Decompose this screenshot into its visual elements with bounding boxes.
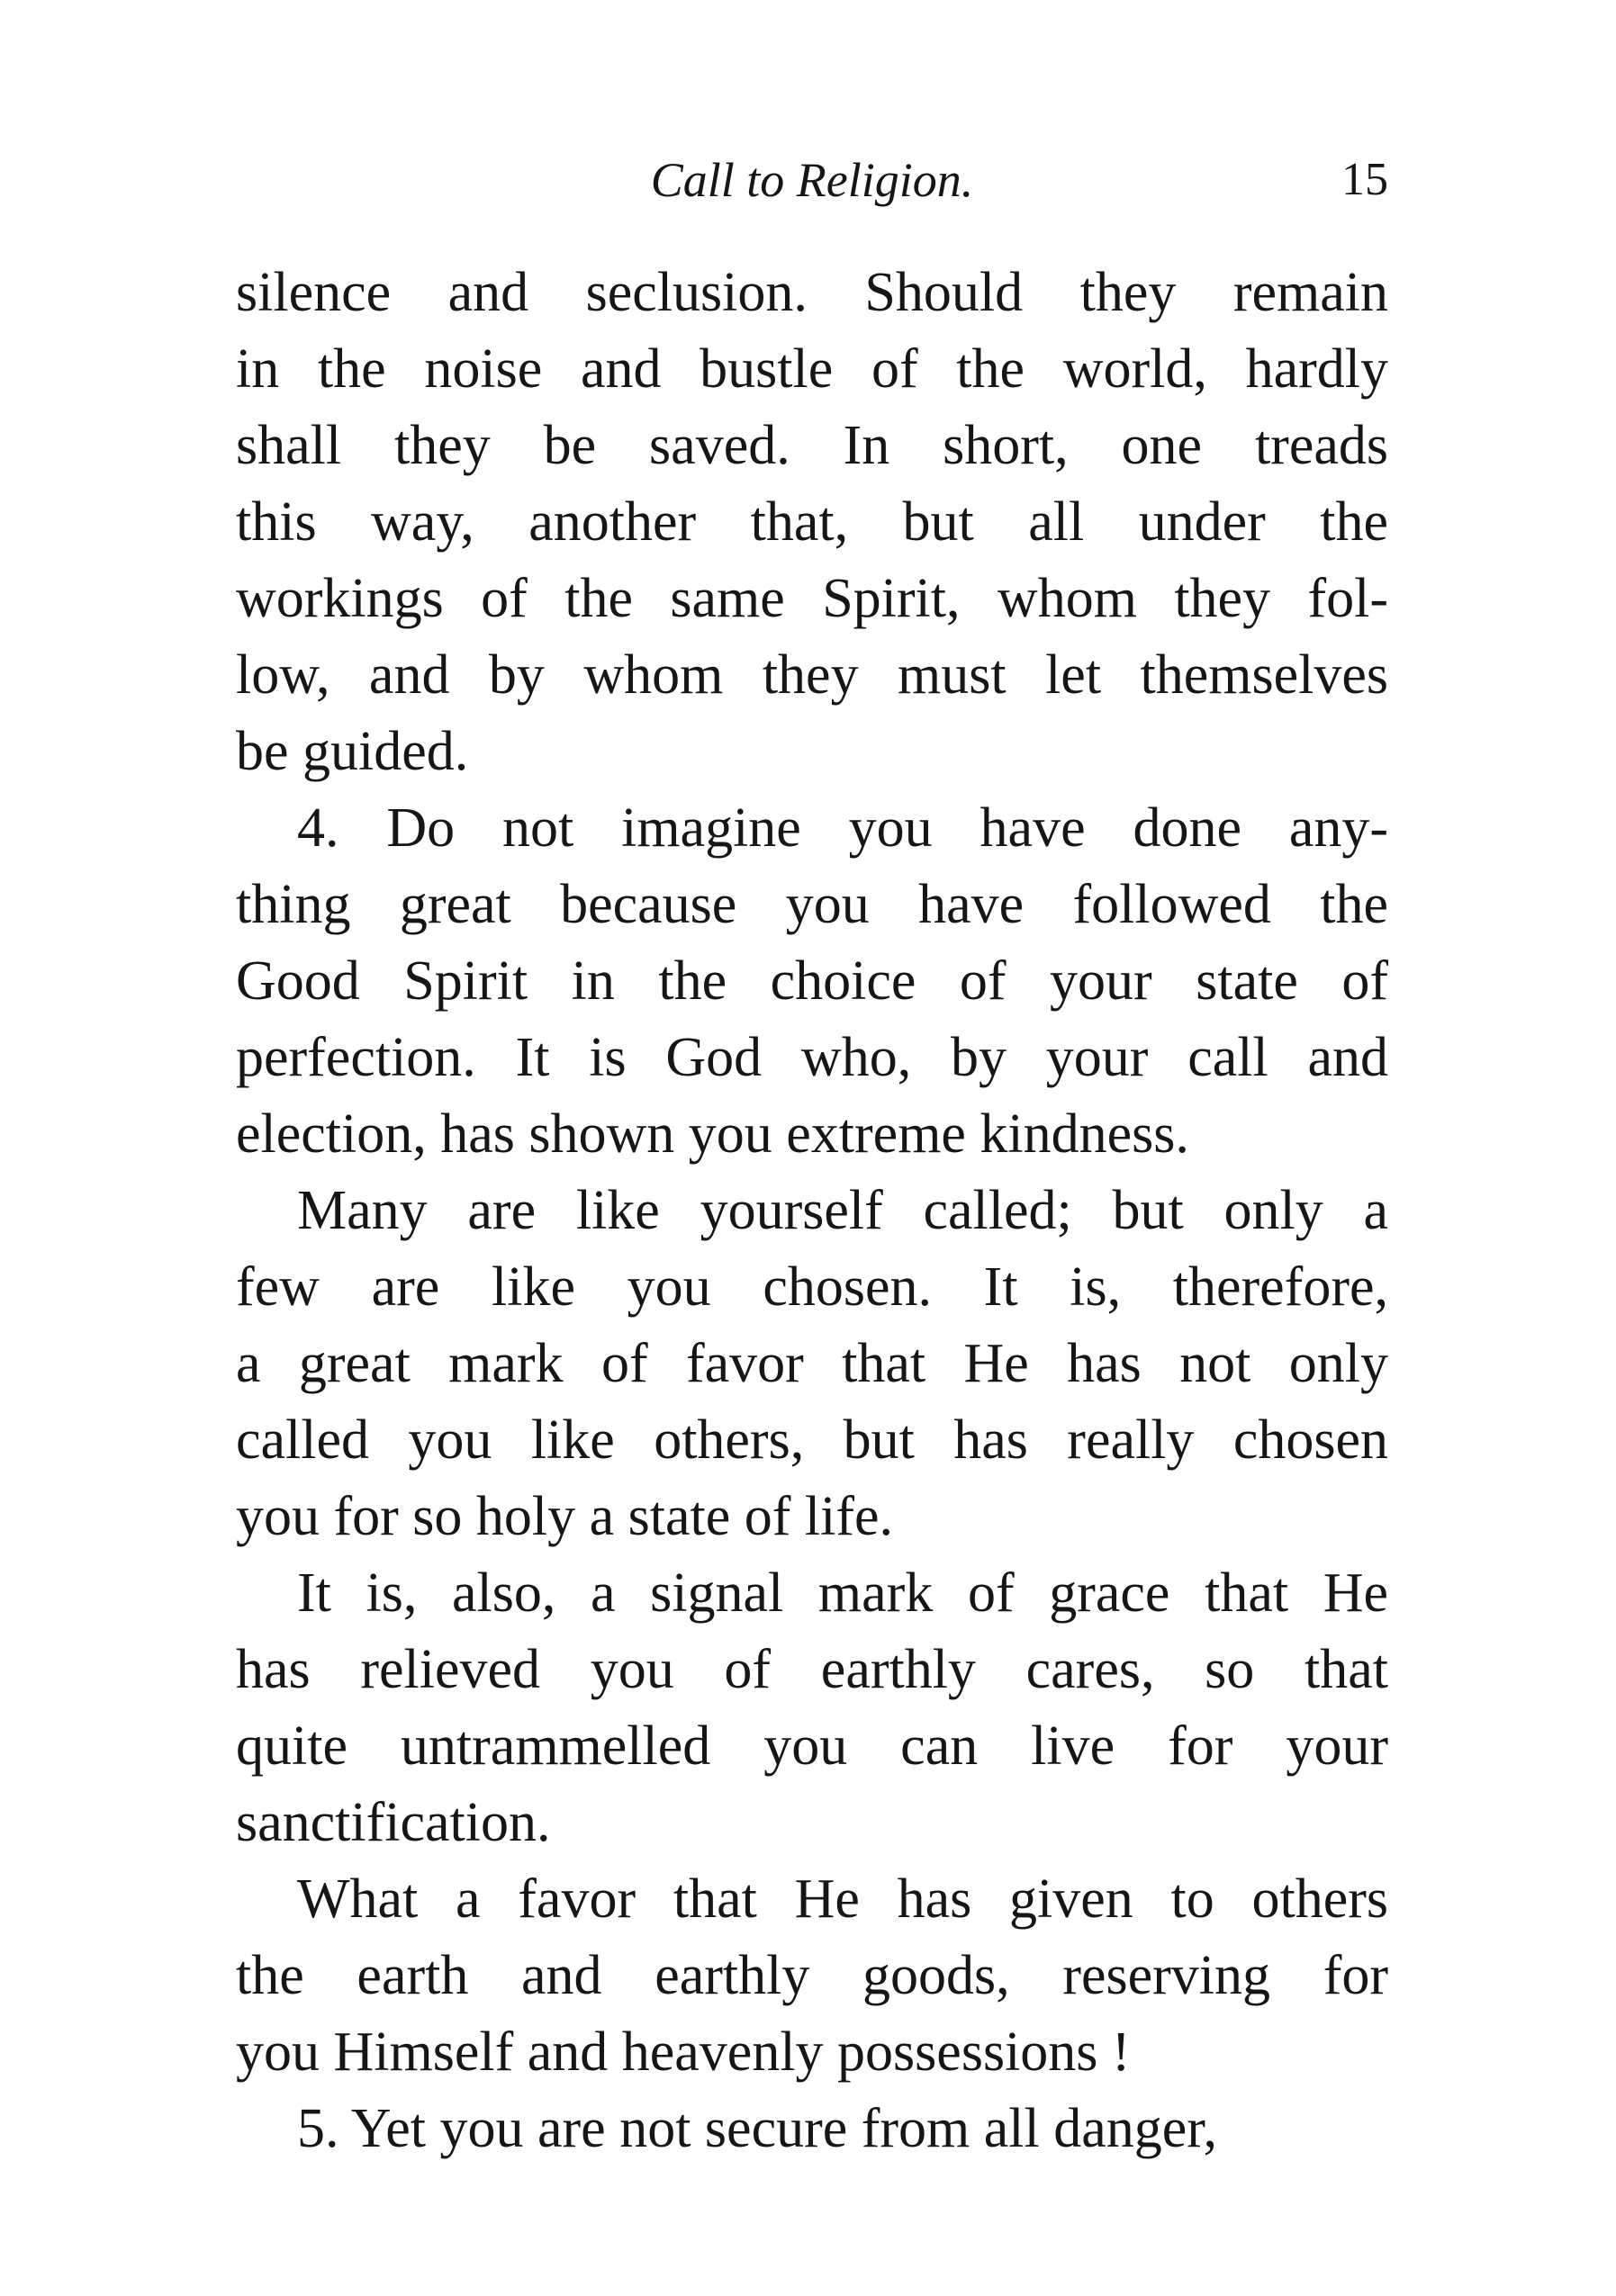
running-head [236,144,1388,216]
text-line: It is, also, a signal mark of grace that He [297,1562,1388,1624]
text-line: workings of the same Spirit, whom they fol- [236,568,1388,629]
paragraph-section-5 [236,2091,1388,2167]
text-line: Many are like yourself called; but only a [297,1180,1388,1241]
text-line: has relieved you of earthly cares, so that [236,1639,1388,1700]
body-text [236,255,1388,2167]
text-line: you Himself and heavenly possessions ! [236,2021,1131,2083]
text-line: in the noise and bustle of the world, hardly [236,338,1388,400]
text-line: the earth and earthly goods, reserving for [236,1945,1388,2006]
text-line: quite untrammelled you can live for your [236,1715,1388,1777]
paragraph [236,1173,1388,1555]
text-line: few are like you chosen. It is, therefore, [236,1256,1388,1318]
text-line: What a favor that He has given to others [297,1868,1388,1930]
paragraph-section-4 [236,790,1388,1173]
text-line: this way, another that, but all under the [236,491,1388,553]
text-line: you for so holy a state of life. [236,1486,894,1547]
text-line: 4. Do not imagine you have done any- [297,797,1388,859]
text-line: sanctification. [236,1792,551,1853]
running-title: Call to Religion. [650,153,974,207]
text-line: low, and by whom they must let themselves [236,644,1388,706]
text-line: Good Spirit in the choice of your state of [236,950,1388,1012]
text-line: 5. Yet you are not secure from all danger, [297,2098,1217,2159]
text-line: thing great because you have followed the [236,874,1388,935]
paragraph [236,1861,1388,2091]
page-number: 15 [1341,154,1388,205]
text-line: election, has shown you extreme kindness. [236,1103,1189,1165]
text-line: be guided. [236,721,469,782]
text-line: a great mark of favor that He has not only [236,1333,1388,1394]
paragraph [236,1555,1388,1861]
text-line: silence and seclusion. Should they remain [236,262,1388,323]
text-line: called you like others, but has really chosen [236,1409,1388,1471]
text-line: perfection. It is God who, by your call and [236,1027,1388,1088]
paragraph-continuation [236,255,1388,790]
text-line: shall they be saved. In short, one treads [236,415,1388,476]
